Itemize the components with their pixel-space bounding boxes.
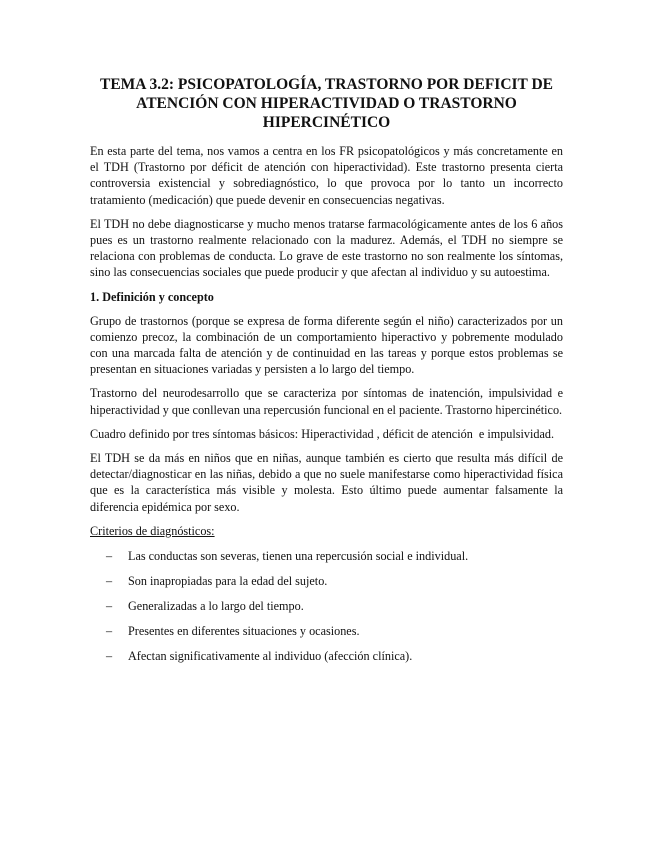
criteria-list bbox=[90, 548, 563, 664]
section-heading: 1. Definición y concepto bbox=[90, 289, 214, 304]
criteria-item bbox=[90, 548, 563, 564]
section-paragraph: Cuadro definido por tres síntomas básicos: Hiperactividad , déficit de atención e impulsividad. bbox=[90, 426, 555, 441]
criteria-text: Afectan significativamente al individuo (afección clínica). bbox=[128, 648, 413, 663]
dash-bullet: – bbox=[106, 648, 113, 663]
title-line: TEMA 3.2: PSICOPATOLOGÍA, TRASTORNO POR DEFICIT DE bbox=[99, 76, 554, 93]
section-paragraph: El TDH se da más en niños que en niñas, aunque también es cierto que resulta más difícil de detectar/diagnosticar en las niñas, debido a que no suele manifestarse como hiperactividad física que es la característica más visible y molesta. Esto último puede aumentar falsamente la diferencia epidémica por sexo. bbox=[90, 451, 563, 514]
title-line: HIPERCINÉTICO bbox=[262, 114, 391, 131]
criteria-item bbox=[90, 623, 563, 639]
dash-bullet: – bbox=[106, 548, 113, 563]
dash-bullet: – bbox=[106, 573, 113, 588]
criteria-item bbox=[90, 573, 563, 589]
criteria-text: Son inapropiadas para la edad del sujeto. bbox=[128, 573, 328, 588]
dash-bullet: – bbox=[106, 598, 113, 613]
criteria-text: Generalizadas a lo largo del tiempo. bbox=[128, 598, 304, 613]
section-paragraph: Trastorno del neurodesarrollo que se caracteriza por síntomas de inatención, impulsividad e hiperactividad y que conllevan una repercusión funcional en el paciente. Trastorno hipercinético. bbox=[90, 386, 563, 417]
criteria-text: Presentes en diferentes situaciones y ocasiones. bbox=[128, 623, 360, 638]
section-paragraph: Grupo de trastornos (porque se expresa de forma diferente según el niño) caracterizados por un comienzo precoz, la combinación de un comportamiento hiperactivo y pobremente modulado con una marcada falta de atención y de continuidad en las tareas y porque estos problemas se presentan en situaciones variadas y persisten a lo largo del tiempo. bbox=[90, 313, 563, 377]
title-line: ATENCIÓN CON HIPERACTIVIDAD O TRASTORNO bbox=[136, 95, 517, 112]
criteria-text: Las conductas son severas, tienen una repercusión social e individual. bbox=[128, 548, 469, 563]
intro-paragraph: En esta parte del tema, nos vamos a centra en los FR psicopatológicos y más concretamente en el TDH (Trastorno por déficit de atención con hiperactividad). Este trastorno presenta cierta controversia existencial y sobrediagnóstico, lo que provoca por lo tanto un incorrecto tratamiento (medicación) que puede devenir en consecuencias negativas. bbox=[90, 144, 563, 207]
criteria-item bbox=[90, 648, 563, 664]
document-title bbox=[90, 75, 563, 132]
intro-paragraph: El TDH no debe diagnosticarse y mucho menos tratarse farmacológicamente antes de los 6 años pues es un trastorno realmente relacionado con la madurez. Además, el TDH no siempre se relaciona con problemas de conducta. Lo grave de este trastorno no son realmente los síntomas, sino las consecuencias sociales que puede producir y que afectan al individuo y su autoestima. bbox=[90, 216, 563, 280]
document-page bbox=[90, 75, 563, 673]
dash-bullet: – bbox=[106, 623, 113, 638]
criteria-item bbox=[90, 598, 563, 614]
criteria-heading: Criterios de diagnósticos: bbox=[90, 523, 215, 538]
